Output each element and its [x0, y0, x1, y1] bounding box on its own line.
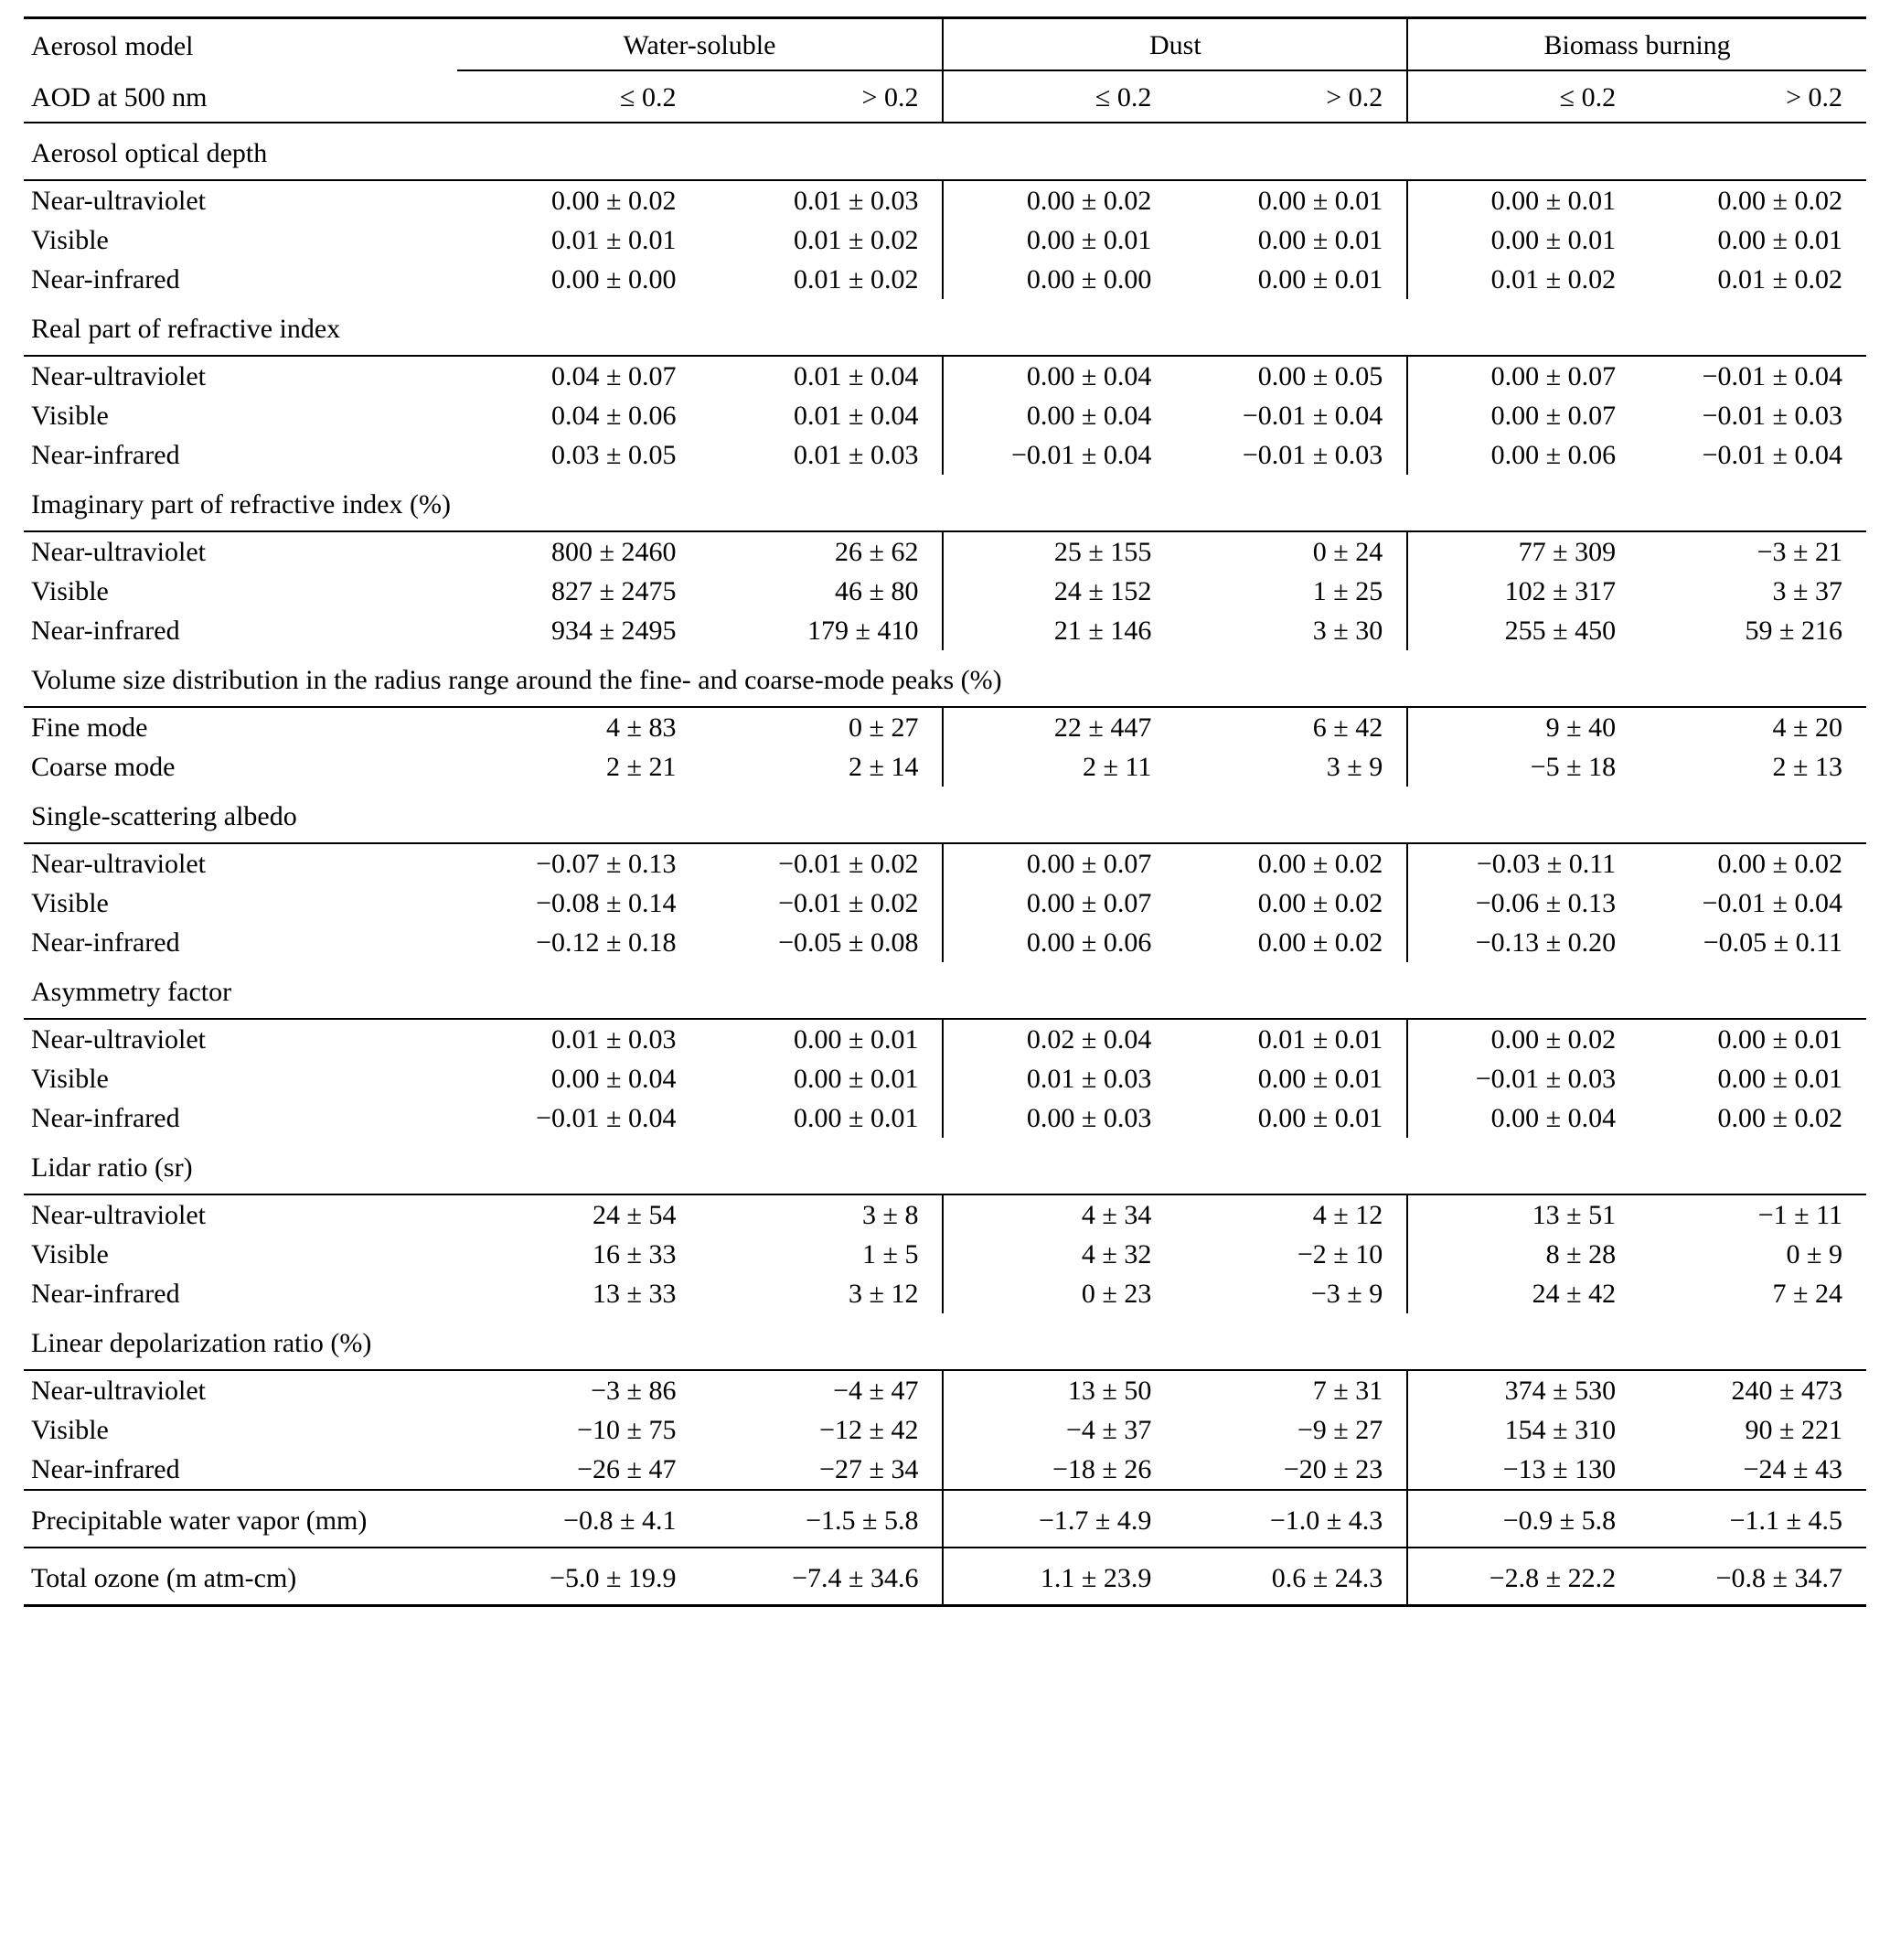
table-row	[24, 1548, 1866, 1606]
results-table	[24, 16, 1866, 1607]
table-row	[24, 396, 1866, 435]
table-bottom-rule	[24, 1606, 1866, 1608]
cell: 179 ± 410	[807, 616, 919, 646]
cell: 13 ± 33	[593, 1279, 677, 1309]
cell: 0.01 ± 0.03	[794, 186, 919, 216]
cell: 0.00 ± 0.04	[943, 396, 1175, 435]
cell: 0.00 ± 0.02	[943, 181, 1175, 220]
cell: 0.00 ± 0.01	[1257, 1064, 1383, 1094]
cell: −26 ± 47	[577, 1454, 677, 1484]
section-title: Imaginary part of refractive index (%)	[31, 489, 451, 519]
cell: −1.5 ± 5.8	[806, 1505, 919, 1536]
table-row	[24, 1450, 1866, 1490]
cell: 3 ± 9	[1326, 752, 1383, 782]
cell: −1 ± 11	[1757, 1200, 1842, 1230]
section-title-row	[24, 475, 1866, 531]
row-label: Visible	[31, 1064, 109, 1094]
cell: 7 ± 24	[1772, 1279, 1842, 1309]
row-label: Coarse mode	[31, 752, 176, 782]
table-row	[24, 1235, 1866, 1274]
cell: 0.00 ± 0.03	[943, 1098, 1175, 1138]
cell: 0.00 ± 0.01	[1257, 1103, 1383, 1133]
cell: 0.00 ± 0.02	[1407, 1020, 1639, 1059]
cell: 0.00 ± 0.07	[943, 884, 1175, 923]
table-row	[24, 1371, 1866, 1410]
cell: 24 ± 54	[593, 1200, 677, 1230]
group-header-water-soluble: Water-soluble	[623, 30, 776, 60]
cell: −0.01 ± 0.02	[778, 888, 919, 918]
cell: 0 ± 27	[849, 712, 919, 743]
table-row	[24, 260, 1866, 299]
table-row	[24, 884, 1866, 923]
cell: 0.04 ± 0.07	[551, 361, 677, 391]
row-label: Near-ultraviolet	[31, 1024, 206, 1055]
row-label: Visible	[31, 225, 109, 255]
table-row	[24, 1020, 1866, 1059]
cell: −5 ± 18	[1407, 747, 1639, 787]
cell: −1.1 ± 4.5	[1729, 1505, 1842, 1536]
row-label: Near-infrared	[31, 1279, 180, 1309]
cell: 2 ± 13	[1772, 752, 1842, 782]
cell: 0.02 ± 0.04	[943, 1020, 1175, 1059]
cell: 0.00 ± 0.02	[1717, 849, 1842, 879]
cell: −2 ± 10	[1297, 1239, 1383, 1269]
cell: −0.01 ± 0.03	[1702, 401, 1842, 431]
cell: 0.01 ± 0.02	[794, 225, 919, 255]
cell: −10 ± 75	[577, 1415, 677, 1445]
cell: 3 ± 8	[862, 1200, 919, 1230]
cell: 374 ± 530	[1407, 1371, 1639, 1410]
cell: 0.00 ± 0.05	[1257, 361, 1383, 391]
subheader-bb-low: ≤ 0.2	[1407, 71, 1639, 123]
cell: 240 ± 473	[1731, 1376, 1842, 1406]
section-title: Volume size distribution in the radius range around the fine- and coarse-mode peaks (%)	[31, 665, 1002, 695]
cell: 13 ± 51	[1407, 1195, 1639, 1235]
table-row	[24, 1274, 1866, 1313]
cell: 4 ± 12	[1312, 1200, 1383, 1230]
cell: 102 ± 317	[1407, 572, 1639, 611]
section-title-row	[24, 650, 1866, 707]
row-label: Near-infrared	[31, 927, 180, 958]
cell: −0.01 ± 0.04	[1702, 440, 1842, 470]
cell: −4 ± 47	[833, 1376, 919, 1406]
cell: 0.00 ± 0.01	[794, 1103, 919, 1133]
cell: 59 ± 216	[1745, 616, 1842, 646]
row-label: Visible	[31, 401, 109, 431]
subheader-bb-high: > 0.2	[1786, 82, 1842, 112]
cell: −0.01 ± 0.04	[943, 435, 1175, 475]
row-label: Precipitable water vapor (mm)	[31, 1505, 368, 1536]
section-title: Real part of refractive index	[31, 314, 341, 344]
cell: 2 ± 21	[606, 752, 677, 782]
row-label: Total ozone (m atm-cm)	[31, 1563, 297, 1593]
cell: 0.00 ± 0.01	[794, 1024, 919, 1055]
cell: −1.0 ± 4.3	[1269, 1505, 1383, 1536]
table-row	[24, 1491, 1866, 1548]
cell: 0 ± 24	[1312, 537, 1383, 567]
cell: 0.01 ± 0.04	[794, 361, 919, 391]
cell: −13 ± 130	[1407, 1450, 1639, 1490]
cell: 0.00 ± 0.01	[1257, 186, 1383, 216]
cell: 154 ± 310	[1407, 1410, 1639, 1450]
section-title-row	[24, 299, 1866, 356]
cell: 3 ± 30	[1312, 616, 1383, 646]
cell: 800 ± 2460	[551, 537, 677, 567]
cell: 0.00 ± 0.00	[551, 264, 677, 295]
table-row	[24, 532, 1866, 572]
row-label: Fine mode	[31, 712, 148, 743]
group-header-biomass-burning: Biomass burning	[1407, 19, 1866, 70]
cell: −0.8 ± 34.7	[1715, 1563, 1842, 1593]
row-header-label: Aerosol model	[31, 31, 194, 61]
cell: −0.08 ± 0.14	[536, 888, 677, 918]
row-label: Near-ultraviolet	[31, 1200, 206, 1230]
cell: 2 ± 14	[849, 752, 919, 782]
cell: 13 ± 50	[943, 1371, 1175, 1410]
section-title: Aerosol optical depth	[31, 138, 268, 168]
cell: 0.00 ± 0.04	[943, 357, 1175, 396]
row-label: Near-ultraviolet	[31, 186, 206, 216]
section-title-row	[24, 123, 1866, 180]
cell: 16 ± 33	[593, 1239, 677, 1269]
cell: 0.01 ± 0.01	[1257, 1024, 1383, 1055]
cell: 827 ± 2475	[551, 576, 677, 606]
cell: 255 ± 450	[1407, 611, 1639, 650]
cell: 2 ± 11	[943, 747, 1175, 787]
subheader-ws-high: > 0.2	[861, 82, 919, 112]
cell: −12 ± 42	[819, 1415, 919, 1445]
cell: 0.00 ± 0.07	[943, 844, 1175, 884]
row-label: Near-infrared	[31, 264, 180, 295]
table-row	[24, 181, 1866, 220]
table-row	[24, 572, 1866, 611]
cell: 0.00 ± 0.00	[943, 260, 1175, 299]
cell: 4 ± 83	[606, 712, 677, 743]
row-label: Near-ultraviolet	[31, 537, 206, 567]
cell: 26 ± 62	[835, 537, 919, 567]
table-row	[24, 1410, 1866, 1450]
cell: −0.9 ± 5.8	[1407, 1491, 1639, 1548]
cell: 0.04 ± 0.06	[551, 401, 677, 431]
cell: 1 ± 5	[862, 1239, 919, 1269]
section-title: Single-scattering albedo	[31, 801, 297, 831]
cell: 0.00 ± 0.01	[1407, 181, 1639, 220]
section-title-row	[24, 962, 1866, 1019]
row-label: Near-ultraviolet	[31, 361, 206, 391]
cell: −3 ± 86	[591, 1376, 677, 1406]
row-label: Near-infrared	[31, 616, 180, 646]
cell: 0 ± 9	[1786, 1239, 1842, 1269]
cell: 0.00 ± 0.01	[1407, 220, 1639, 260]
row-label: Visible	[31, 1239, 109, 1269]
cell: −2.8 ± 22.2	[1407, 1548, 1639, 1606]
cell: 0.00 ± 0.01	[1717, 225, 1842, 255]
table-row	[24, 1195, 1866, 1235]
cell: 4 ± 34	[943, 1195, 1175, 1235]
cell: −9 ± 27	[1297, 1415, 1383, 1445]
cell: 0.01 ± 0.01	[551, 225, 677, 255]
row-label: Near-ultraviolet	[31, 1376, 206, 1406]
cell: 25 ± 155	[943, 532, 1175, 572]
section-title: Asymmetry factor	[31, 977, 232, 1007]
cell: 0.00 ± 0.01	[1717, 1024, 1842, 1055]
row-label: Near-infrared	[31, 440, 180, 470]
cell: −0.05 ± 0.08	[778, 927, 919, 958]
cell: 22 ± 447	[943, 708, 1175, 747]
cell: 90 ± 221	[1745, 1415, 1842, 1445]
cell: 0.00 ± 0.02	[1717, 186, 1842, 216]
aod-subheader-row	[24, 71, 1866, 123]
cell: 0.00 ± 0.06	[943, 923, 1175, 962]
subheader-dust-low: ≤ 0.2	[943, 71, 1175, 123]
table-row	[24, 220, 1866, 260]
cell: 0.00 ± 0.01	[1257, 225, 1383, 255]
cell: −18 ± 26	[943, 1450, 1175, 1490]
group-header-dust: Dust	[943, 19, 1407, 70]
cell: 0.00 ± 0.02	[1257, 849, 1383, 879]
table-row	[24, 708, 1866, 747]
cell: −0.06 ± 0.13	[1407, 884, 1639, 923]
table-row	[24, 357, 1866, 396]
subheader-dust-high: > 0.2	[1326, 82, 1383, 112]
cell: −0.01 ± 0.04	[1702, 361, 1842, 391]
cell: 0.00 ± 0.02	[1257, 927, 1383, 958]
cell: −0.01 ± 0.03	[1407, 1059, 1639, 1098]
cell: −0.07 ± 0.13	[536, 849, 677, 879]
table-row	[24, 435, 1866, 475]
cell: 24 ± 42	[1407, 1274, 1639, 1313]
aod-row-label: AOD at 500 nm	[31, 82, 208, 112]
cell: 21 ± 146	[943, 611, 1175, 650]
cell: 934 ± 2495	[551, 616, 677, 646]
cell: −24 ± 43	[1743, 1454, 1842, 1484]
cell: 24 ± 152	[943, 572, 1175, 611]
cell: 3 ± 12	[849, 1279, 919, 1309]
subheader-ws-low: ≤ 0.2	[620, 82, 677, 112]
cell: 0.00 ± 0.06	[1407, 435, 1639, 475]
cell: 0.01 ± 0.02	[1717, 264, 1842, 295]
cell: −0.01 ± 0.04	[1702, 888, 1842, 918]
table-row	[24, 1059, 1866, 1098]
cell: 0.00 ± 0.04	[1407, 1098, 1639, 1138]
table-row	[24, 611, 1866, 650]
cell: 0.00 ± 0.07	[1407, 396, 1639, 435]
cell: −4 ± 37	[943, 1410, 1175, 1450]
cell: 0.00 ± 0.01	[1717, 1064, 1842, 1094]
group-header-row	[24, 19, 1866, 70]
cell: 0.00 ± 0.07	[1407, 357, 1639, 396]
cell: 9 ± 40	[1407, 708, 1639, 747]
cell: 77 ± 309	[1407, 532, 1639, 572]
cell: 6 ± 42	[1312, 712, 1383, 743]
cell: −3 ± 9	[1310, 1279, 1383, 1309]
cell: −0.03 ± 0.11	[1407, 844, 1639, 884]
cell: −0.01 ± 0.04	[1242, 401, 1383, 431]
cell: 0.01 ± 0.03	[794, 440, 919, 470]
cell: 7 ± 31	[1312, 1376, 1383, 1406]
cell: 0 ± 23	[943, 1274, 1175, 1313]
cell: 46 ± 80	[835, 576, 919, 606]
table-row	[24, 923, 1866, 962]
cell: −27 ± 34	[819, 1454, 919, 1484]
row-label: Visible	[31, 576, 109, 606]
cell: −0.05 ± 0.11	[1703, 927, 1842, 958]
section-title-row	[24, 1138, 1866, 1194]
cell: 0.00 ± 0.01	[794, 1064, 919, 1094]
section-title: Linear depolarization ratio (%)	[31, 1328, 372, 1358]
row-label: Near-infrared	[31, 1454, 180, 1484]
cell: 4 ± 20	[1772, 712, 1842, 743]
cell: 0.00 ± 0.02	[1257, 888, 1383, 918]
cell: −7.4 ± 34.6	[792, 1563, 919, 1593]
cell: 0.00 ± 0.02	[1717, 1103, 1842, 1133]
row-label: Visible	[31, 888, 109, 918]
cell: −1.7 ± 4.9	[943, 1491, 1175, 1548]
section-title: Lidar ratio (sr)	[31, 1152, 193, 1183]
cell: −0.8 ± 4.1	[563, 1505, 677, 1536]
cell: 0.00 ± 0.01	[1257, 264, 1383, 295]
cell: 0.01 ± 0.02	[1407, 260, 1639, 299]
cell: 0.00 ± 0.04	[551, 1064, 677, 1094]
cell: 0.00 ± 0.01	[943, 220, 1175, 260]
cell: −20 ± 23	[1283, 1454, 1383, 1484]
cell: −0.01 ± 0.03	[1242, 440, 1383, 470]
row-label: Near-infrared	[31, 1103, 180, 1133]
cell: 1 ± 25	[1312, 576, 1383, 606]
cell: 0.01 ± 0.03	[551, 1024, 677, 1055]
cell: 4 ± 32	[943, 1235, 1175, 1274]
table-row	[24, 844, 1866, 884]
table-row	[24, 1098, 1866, 1138]
cell: 0.01 ± 0.03	[943, 1059, 1175, 1098]
cell: −3 ± 21	[1757, 537, 1842, 567]
cell: 3 ± 37	[1772, 576, 1842, 606]
row-label: Near-ultraviolet	[31, 849, 206, 879]
cell: −0.01 ± 0.04	[536, 1103, 677, 1133]
cell: 0.01 ± 0.02	[794, 264, 919, 295]
cell: −0.12 ± 0.18	[536, 927, 677, 958]
cell: 0.01 ± 0.04	[794, 401, 919, 431]
section-title-row	[24, 787, 1866, 843]
cell: −0.13 ± 0.20	[1407, 923, 1639, 962]
section-title-row	[24, 1313, 1866, 1370]
cell: −0.01 ± 0.02	[778, 849, 919, 879]
cell: 8 ± 28	[1407, 1235, 1639, 1274]
cell: 0.00 ± 0.02	[551, 186, 677, 216]
cell: 1.1 ± 23.9	[943, 1548, 1175, 1606]
cell: −5.0 ± 19.9	[550, 1563, 677, 1593]
row-label: Visible	[31, 1415, 109, 1445]
cell: 0.03 ± 0.05	[551, 440, 677, 470]
table-row	[24, 747, 1866, 787]
cell: 0.6 ± 24.3	[1271, 1563, 1383, 1593]
